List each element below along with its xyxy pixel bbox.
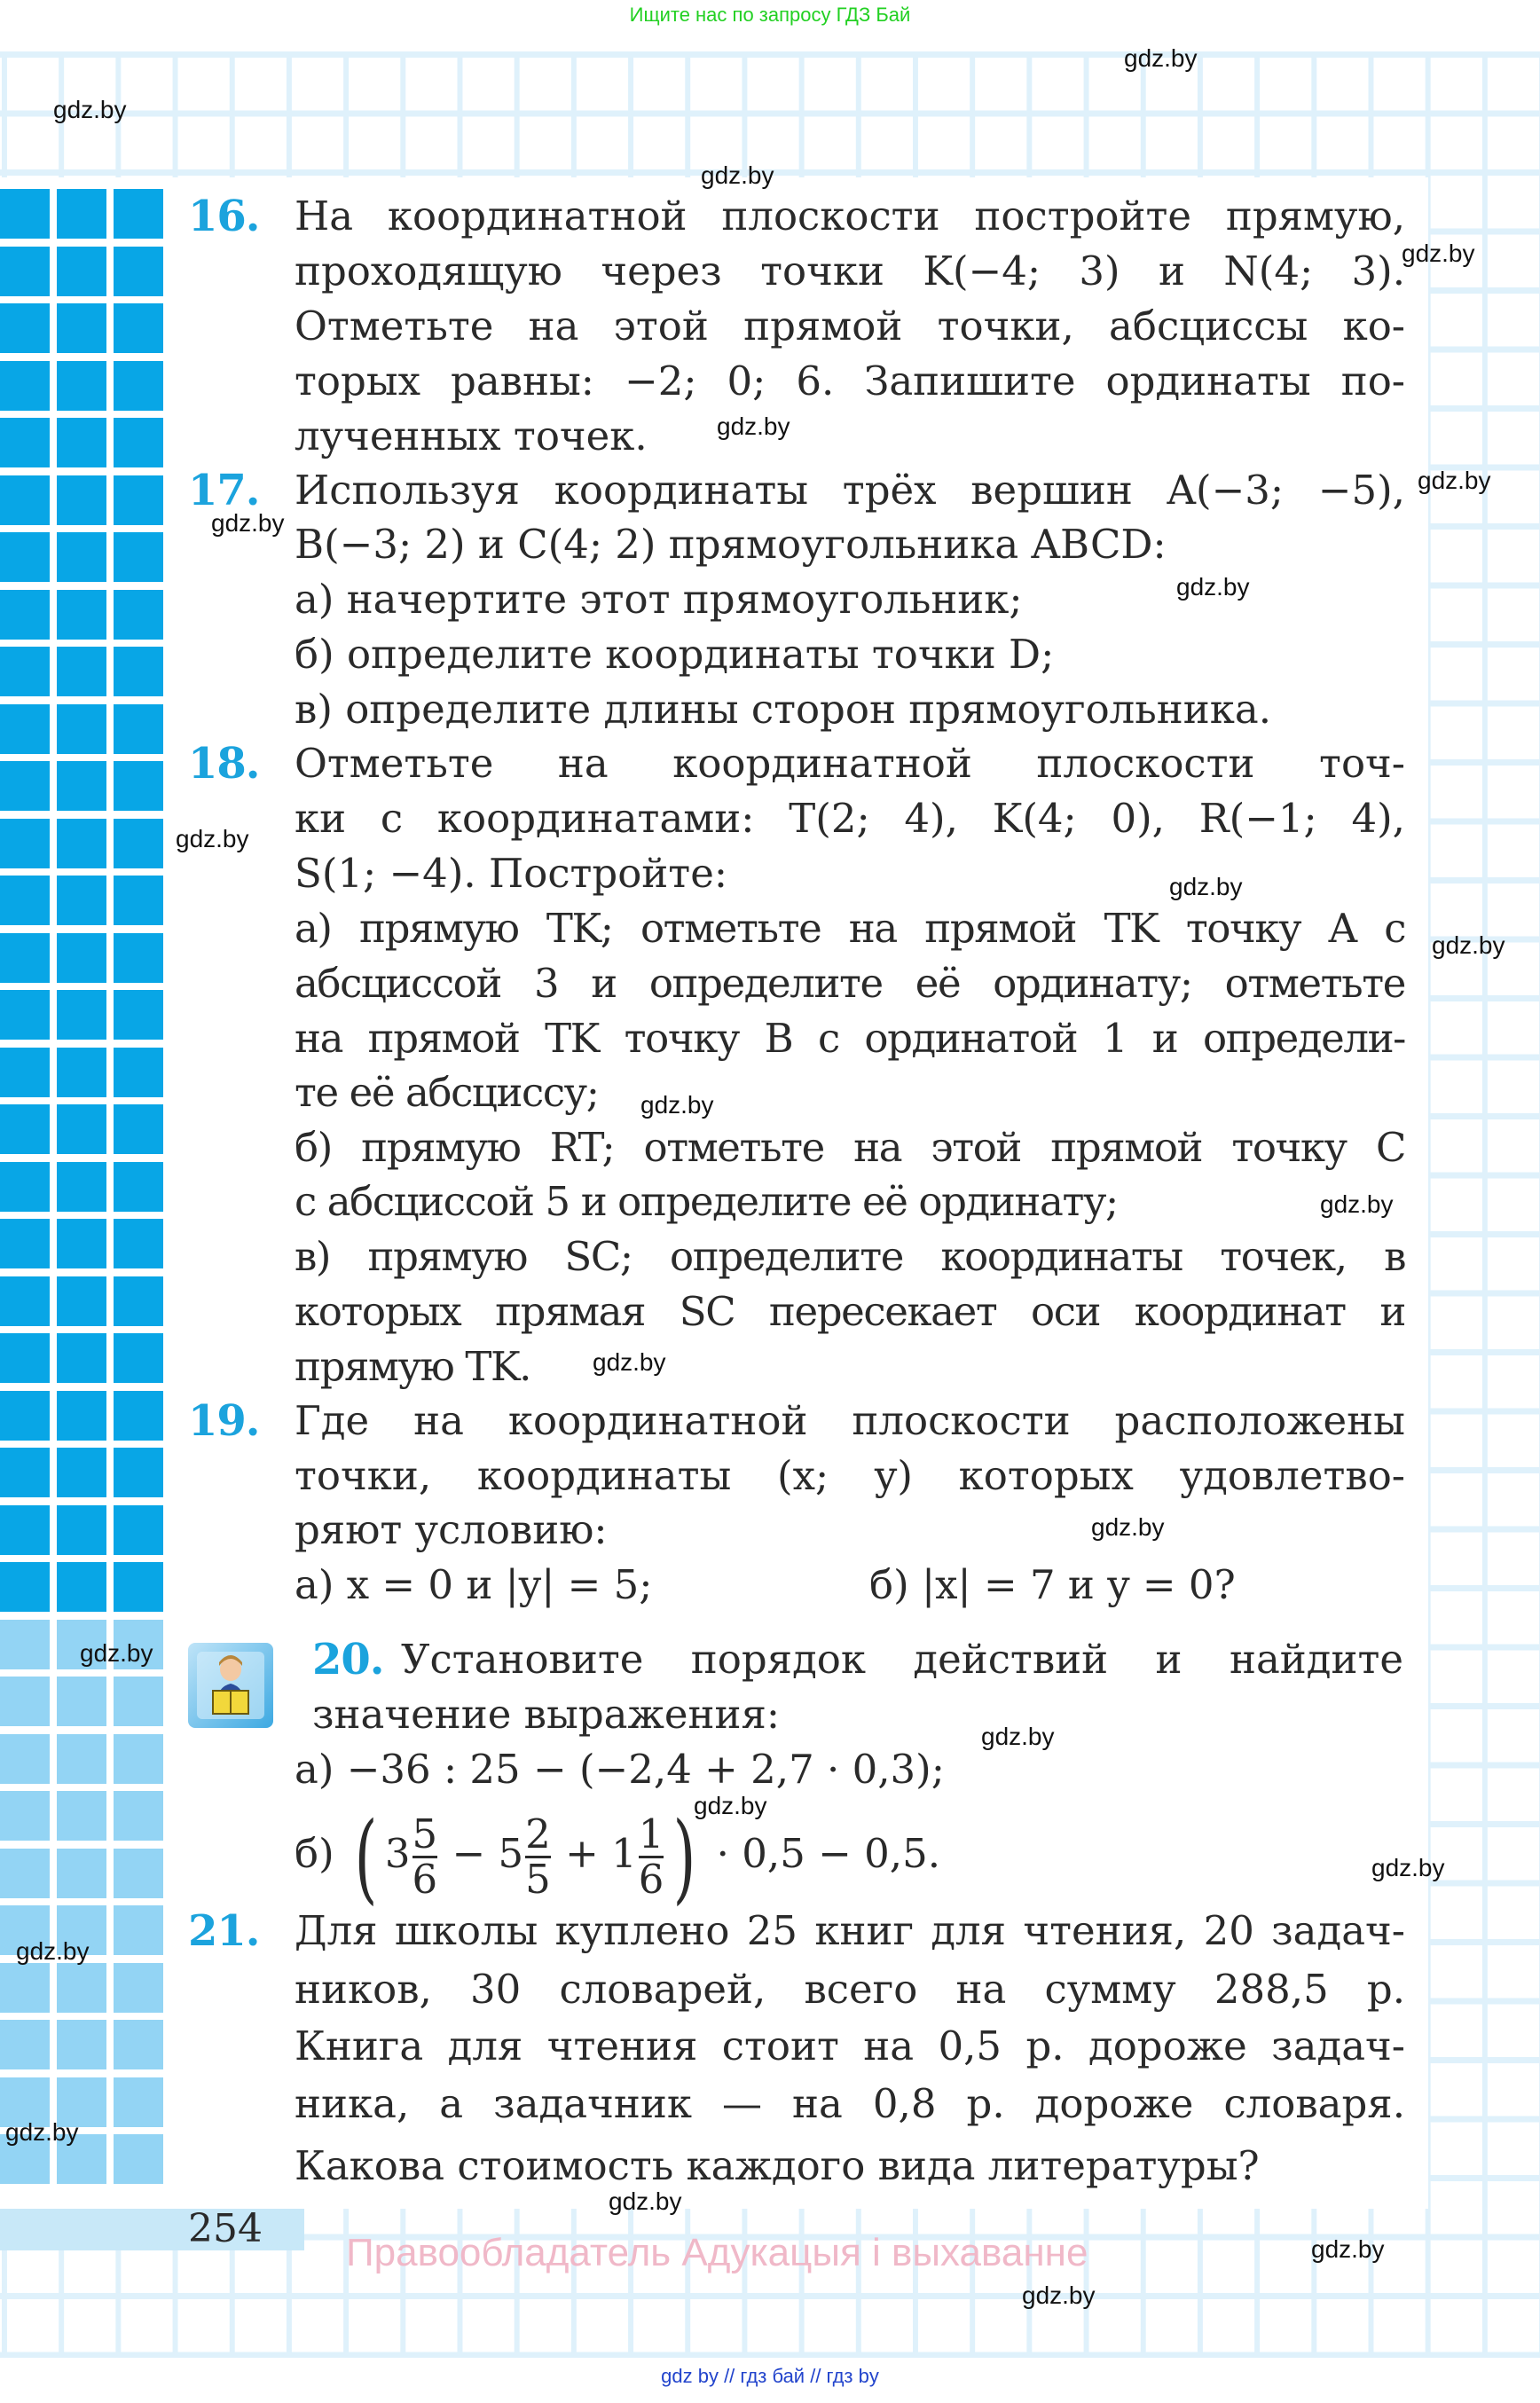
problem-17-line: B(−3; 2) и C(4; 2) прямоугольника ABCD: — [295, 521, 1167, 568]
problem-number-19: 19. — [188, 1396, 260, 1446]
problem-18-part-c: которых прямая SC пересекает оси координат и — [295, 1288, 1405, 1335]
watermark: gdz.by — [593, 1348, 666, 1376]
watermark: gdz.by — [981, 1723, 1055, 1750]
problem-19-line: точки, координаты (x; y) которых удовлетво- — [295, 1452, 1405, 1499]
problem-number-20: 20. — [312, 1635, 384, 1684]
problem-18-part-b: б) прямую RT; отметьте на этой прямой точку C — [295, 1124, 1405, 1171]
watermark: gdz.by — [16, 1937, 90, 1965]
watermark: gdz.by — [1311, 2235, 1385, 2263]
problem-18-part-a: абсциссой 3 и определите её ординату; отметьте — [295, 960, 1405, 1007]
problem-20-part-a: а) −36 : 25 − (−2,4 + 2,7 · 0,3); — [295, 1746, 945, 1793]
watermark: gdz.by — [640, 1091, 714, 1119]
problem-16-line: На координатной плоскости постройте прямую, — [295, 192, 1405, 240]
page-number: 254 — [188, 2206, 263, 2251]
watermark: gdz.by — [1169, 873, 1243, 900]
problem-19-line: ряют условию: — [295, 1506, 608, 1553]
search-banner: Ищите нас по запросу ГДЗ Бай — [629, 4, 911, 26]
problem-21-line: Для школы куплено 25 книг для чтения, 20 задач- — [295, 1907, 1405, 1954]
watermark: gdz.by — [53, 96, 127, 123]
footer-links: gdz by // гдз бай // гдз by — [661, 2365, 879, 2387]
problem-18-line: S(1; −4). Постройте: — [295, 850, 727, 897]
problem-17-line: Используя координаты трёх вершин A(−3; −5), — [295, 467, 1405, 514]
fraction: $\frac{1}{6}$ — [638, 1810, 664, 1903]
watermark: gdz.by — [1124, 44, 1198, 72]
problem-18-part-b: с абсциссой 5 и определите её ординату; — [295, 1178, 1118, 1225]
problem-number-16: 16. — [188, 192, 260, 241]
copyright-holder-text: Правообладатель Адукацыя і выхаванне — [346, 2231, 1088, 2274]
watermark: gdz.by — [1176, 573, 1250, 601]
problem-16-line: лученных точек. — [295, 412, 648, 459]
problem-17-part-a: а) начертите этот прямоугольник; — [295, 576, 1023, 623]
problem-19-part-a: а) x = 0 и |y| = 5; — [295, 1561, 653, 1608]
watermark: gdz.by — [5, 2118, 79, 2146]
problem-21-line: ника, а задачник — на 0,8 р. дороже словаря. — [295, 2080, 1405, 2127]
problem-17-part-c: в) определите длины сторон прямоугольника. — [295, 686, 1272, 733]
problem-18-part-a: а) прямую TK; отметьте на прямой TK точку A с — [295, 905, 1405, 952]
problem-18-line: ки с координатами: T(2; 4), K(4; 0), R(−1; 4), — [295, 795, 1405, 842]
watermark: gdz.by — [1320, 1190, 1394, 1218]
problem-20-line: значение выражения: — [312, 1691, 781, 1738]
fraction: $\frac{2}{5}$ — [525, 1810, 551, 1903]
watermark: gdz.by — [211, 509, 285, 537]
watermark: gdz.by — [80, 1639, 153, 1667]
watermark: gdz.by — [1371, 1854, 1445, 1881]
watermark: gdz.by — [1432, 931, 1505, 959]
watermark: gdz.by — [694, 1792, 767, 1819]
problem-20-line: Установите порядок действий и найдите — [401, 1636, 1403, 1683]
problem-18-part-a: на прямой TK точку B с ординатой 1 и определи- — [295, 1015, 1405, 1062]
watermark: gdz.by — [717, 412, 790, 440]
watermark: gdz.by — [1418, 467, 1491, 494]
problem-number-17: 17. — [188, 466, 260, 515]
problem-21-line: Какова стоимость каждого вида литературы? — [295, 2142, 1260, 2189]
problem-16-line: торых равны: −2; 0; 6. Запишите ординаты по- — [295, 357, 1405, 404]
problem-16-line: проходящую через точки K(−4; 3) и N(4; 3). — [295, 247, 1405, 294]
problem-16-line: Отметьте на этой прямой точки, абсциссы ко- — [295, 302, 1405, 349]
problem-18-part-c: прямую TK. — [295, 1343, 531, 1390]
problem-18-part-a: те её абсциссу; — [295, 1069, 599, 1116]
fraction: $\frac{5}{6}$ — [412, 1810, 438, 1903]
problem-19-part-b: б) |x| = 7 и y = 0? — [869, 1561, 1236, 1608]
watermark: gdz.by — [609, 2187, 682, 2215]
watermark: gdz.by — [1022, 2281, 1096, 2309]
problem-21-line: Книга для чтения стоит на 0,5 р. дороже задач- — [295, 2022, 1405, 2069]
problem-18-part-c: в) прямую SC; определите координаты точек, в — [295, 1233, 1405, 1280]
watermark: gdz.by — [1091, 1513, 1165, 1541]
problem-17-part-b: б) определите координаты точки D; — [295, 631, 1055, 678]
watermark: gdz.by — [176, 825, 249, 852]
problem-19-line: Где на координатной плоскости расположены — [295, 1397, 1405, 1444]
student-with-book-icon — [188, 1643, 273, 1728]
problem-21-line: ников, 30 словарей, всего на сумму 288,5 р. — [295, 1966, 1405, 2013]
watermark: gdz.by — [701, 161, 774, 189]
problem-number-18: 18. — [188, 739, 260, 789]
watermark: gdz.by — [1402, 240, 1475, 267]
problem-20-part-b: б) ( 3 $\frac{5}{6}$ − 5 $\frac{2}{5}$ + 1 $\frac{1}{6}$ ) · 0,5 − 0,5. — [295, 1800, 941, 1914]
reading-student-icon — [188, 1643, 273, 1728]
problem-18-line: Отметьте на координатной плоскости точ- — [295, 740, 1405, 787]
problem-number-21: 21. — [188, 1906, 260, 1956]
